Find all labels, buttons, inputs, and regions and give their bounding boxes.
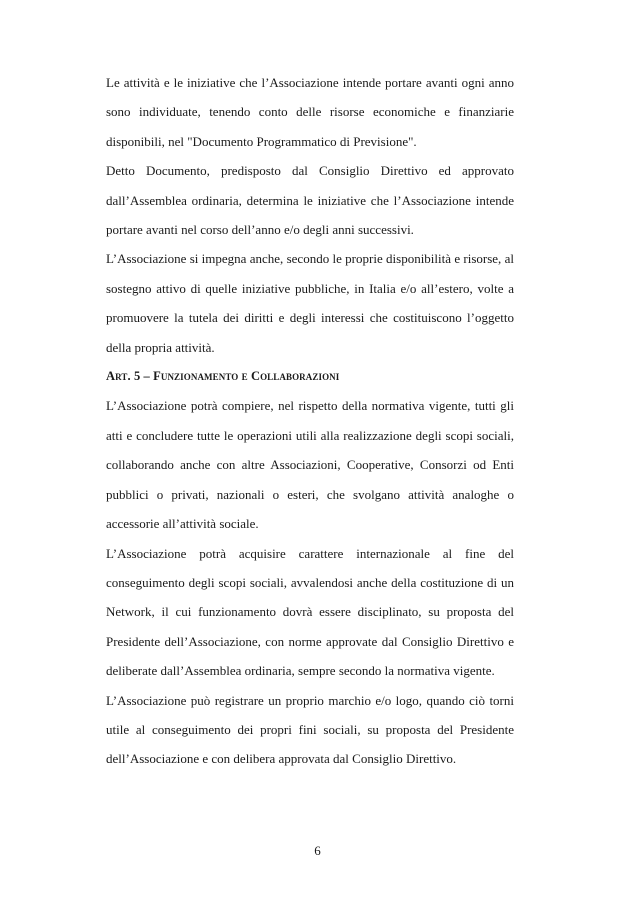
paragraph-public-initiatives: L’Associazione si impegna anche, secondo le proprie disponibilità e risorse, al sostegno attivo di quelle iniziative pubbliche, in Italia e/o all’estero, volte a promuovere la tutela dei diritti e degli interessi che costituiscono l’oggetto della propria attività. xyxy=(106,251,514,355)
paragraph-trademark-logo: L’Associazione può registrare un proprio marchio e/o logo, quando ciò torni utile al conseguimento dei propri fini sociali, su proposta del Presidente dell’Associazione e con delibera approvata dal Consiglio Direttivo. xyxy=(106,692,514,767)
paragraph-collaborations: L’Associazione potrà compiere, nel rispetto della normativa vigente, tutti gli atti e concludere tutte le operazioni utili alla realizzazione degli scopi sociali, collaborando anche con altre Associazioni, Cooperative, Consorzi od Enti pubblici o privati, nazionali o esteri, che svolgano attività analoghe o accessorie all’attività sociale. xyxy=(106,398,514,532)
page-number: 6 xyxy=(314,843,321,858)
paragraph-international-network: L’Associazione potrà acquisire carattere internazionale al fine del conseguimento degli scopi sociali, avvalendosi anche della costituzione di un Network, il cui funzionamento dovrà essere disciplinato, su proposta del Presidente dell’Associazione, con norme approvate dal Consiglio Direttivo e deliberate dall’Assemblea ordinaria, sempre secondo la normativa vigente. xyxy=(106,545,514,679)
article-heading: Art. 5 – Funzionamento e Collaborazioni xyxy=(106,369,340,384)
document-body xyxy=(106,68,514,774)
paragraph-document-approval: Detto Documento, predisposto dal Consiglio Direttivo ed approvato dall’Assemblea ordinaria, determina le iniziative che l’Associazione intende portare avanti nel corso dell’anno e/o degli anni successivi. xyxy=(106,163,514,238)
paragraph-activities-plan: Le attività e le iniziative che l’Associazione intende portare avanti ogni anno sono individuate, tenendo conto delle risorse economiche e finanziarie disponibili, nel "Documento Programmatico di Previsione". xyxy=(106,75,514,149)
